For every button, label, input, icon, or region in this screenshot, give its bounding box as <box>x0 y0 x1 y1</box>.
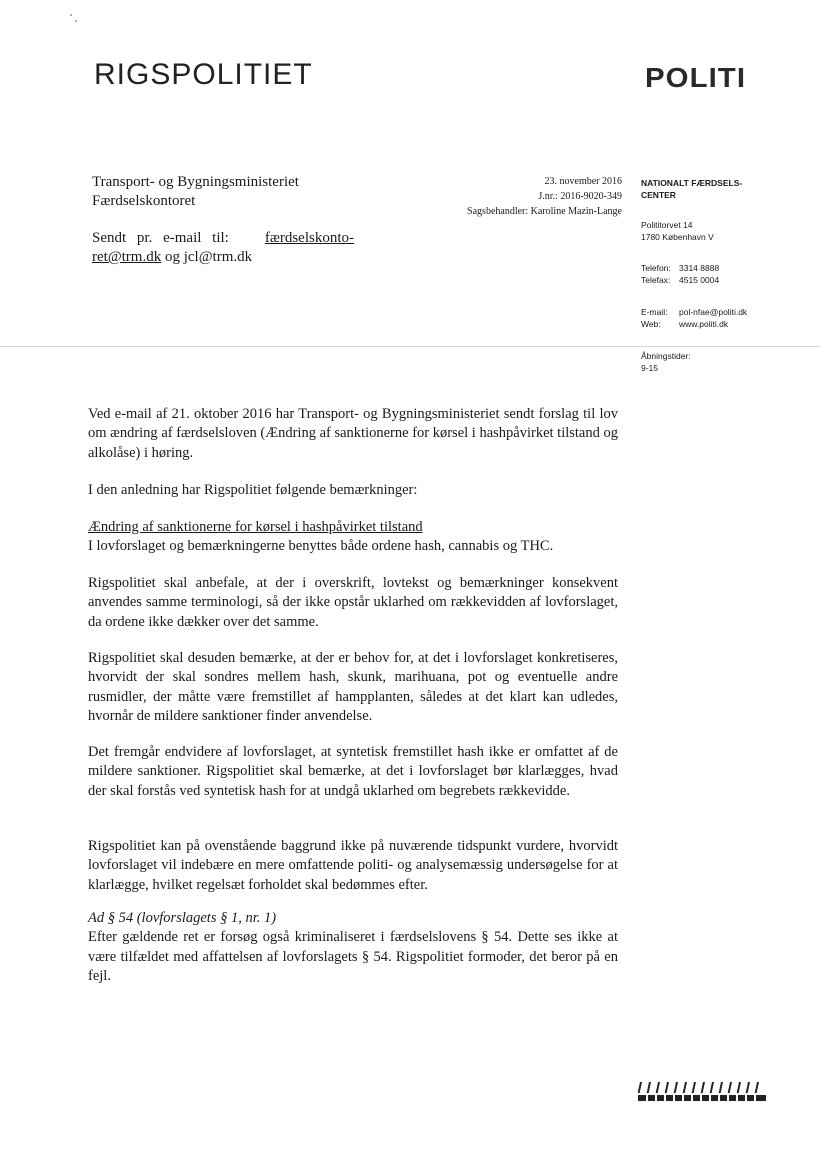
paragraph-attempt: Efter gældende ret er forsøg også kriminaliseret i færdselslovens § 54. Dette ses ikke at være tilfældet med affattelsen af lovforslagets § 54. Rigspolitiet formoder, det beror på en fejl. <box>88 929 618 985</box>
case-handler <box>467 206 622 217</box>
web-label: Web: <box>641 319 661 329</box>
phone-label: Telefon: <box>641 263 671 273</box>
letter-date: 23. november 2016 <box>544 176 622 187</box>
jnr-label: J.nr.: <box>538 191 558 202</box>
page-divider <box>0 346 820 347</box>
paragraph-terms: I lovforslaget og bemærkningerne benyttes både ordene hash, cannabis og THC. <box>88 538 554 555</box>
email-label: E-mail: <box>641 307 668 317</box>
email-link-2[interactable]: jcl@trm.dk <box>183 249 253 265</box>
email-value[interactable]: pol-nfae@politi.dk <box>679 307 748 317</box>
opening-hours <box>641 350 691 374</box>
section-heading-54: Ad § 54 (lovforslagets § 1, nr. 1) <box>88 910 277 926</box>
sent-prefix: Sendt pr. e-mail til: <box>92 230 229 246</box>
handler-label: Sagsbehandler: <box>467 206 529 217</box>
phone-value: 3314 8888 <box>679 263 720 273</box>
address-line2: 1780 København V <box>641 232 714 242</box>
section-1 <box>88 518 618 557</box>
section-2 <box>88 909 618 987</box>
address <box>641 219 714 243</box>
barcode <box>638 1082 768 1102</box>
paragraph-terminology: Rigspolitiet skal anbefale, at der i overskrift, lovtekst og bemærkninger konsekvent anvendes samme terminologi, så der ikke opstår uklarhed om rækkevidden af lovforslaget, da ordene ikke dækker over det samme. <box>88 575 618 630</box>
recipient-line1: Transport- og Bygningsministeriet <box>92 174 299 190</box>
web-value[interactable]: www.politi.dk <box>679 319 729 329</box>
hours-label: Åbningstider: <box>641 351 691 361</box>
email-link-part1[interactable]: færdselskonto- <box>264 230 354 246</box>
scan-speck <box>70 14 72 16</box>
email-web <box>641 306 747 330</box>
fax-value: 4515 0004 <box>679 275 720 285</box>
politi-logo: POLITI <box>645 62 747 93</box>
phone-fax <box>641 262 719 286</box>
section-heading-hash: Ændring af sanktionerne for kørsel i hashpåvirket tilstand <box>88 519 423 535</box>
journal-number <box>538 191 622 202</box>
fax-label: Telefax: <box>641 275 671 285</box>
unit-line1: NATIONALT FÆRDSELS- <box>641 178 743 188</box>
scan-speck <box>75 20 77 22</box>
paragraph-intro: Ved e-mail af 21. oktober 2016 har Transport- og Bygningsministeriet sendt forslag til lov om ændring af færdselsloven (Ændring af sanktionerne for kørsel i hashpåvirket tilstand og alkolåse) i høring. <box>88 406 618 461</box>
handler-value: Karoline Mazin-Lange <box>530 206 622 217</box>
recipient-line2: Færdselskontoret <box>92 193 196 209</box>
paragraph-synthetic: Det fremgår endvidere af lovforslaget, at syntetisk fremstillet hash ikke er omfattet af de mildere sanktioner. Rigspolitiet skal bemærke, at det i lovforslaget bør klarlægges, hvad der skal forstås ved syntetisk hash for at undgå uklarhed om begrebets rækkevidde. <box>88 744 618 799</box>
unit-line2: CENTER <box>641 190 676 200</box>
sent-to <box>92 229 354 267</box>
organization-name: RIGSPOLITIET <box>94 58 313 91</box>
og-text: og <box>164 249 180 265</box>
address-line1: Polititorvet 14 <box>641 220 693 230</box>
unit-name <box>641 177 742 201</box>
paragraph-assessment: Rigspolitiet kan på ovenstående baggrund ikke på nuværende tidspunkt vurdere, hvorvidt lovforslaget vil indebære en mere omfattende politi- og analysemæssig undersøgelse for at klarlægge, hvilket regelsæt forholdet skal bedømmes efter. <box>88 838 618 893</box>
jnr-value: 2016-9020-349 <box>560 191 622 202</box>
hours-value: 9-15 <box>641 363 659 373</box>
paragraph-substances: Rigspolitiet skal desuden bemærke, at der er behov for, at det i lovforslaget konkretiseres, hvorvidt der skal sondres mellem hash, skunk, marihuana, pot og eventuelle andre rusmidler, der måtte være fremstillet af hampplanten, således at det klart kan udledes, hvornår de mildere sanktioner finder anvendelse. <box>88 650 618 725</box>
paragraph-remarks-intro: I den anledning har Rigspolitiet følgende bemærkninger: <box>88 482 418 498</box>
email-link-part2[interactable]: ret@trm.dk <box>92 249 162 265</box>
